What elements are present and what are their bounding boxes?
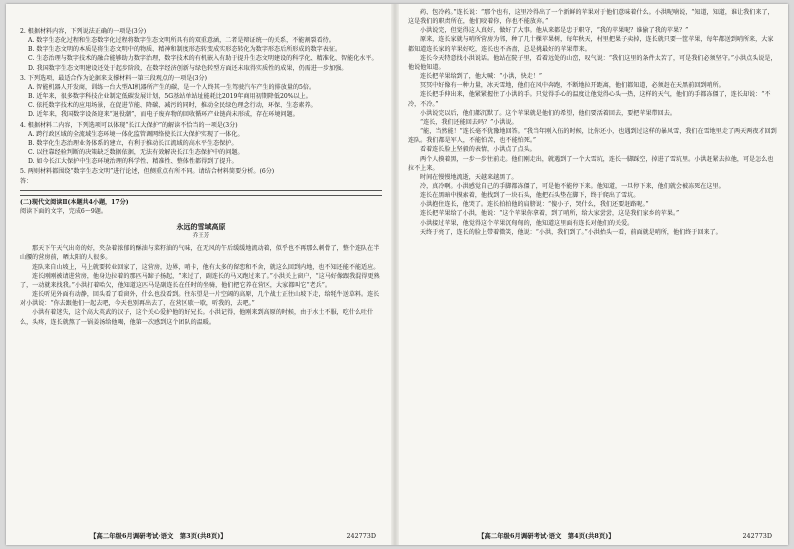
story-paragraph: 连长刚刚被请进营房，他身边拉着的那匹马蹄子扬起，“来过了，副连长的马又跑过来了。”小洪关上窗户，“这马好像跟我混得更熟了，一动就来找我。”小洪打着哈欠，他知道这匹马是副连长在任时的坐骑，他们把它养在营区，大家都叫它“老兵”。 <box>20 272 380 289</box>
page-gutter <box>391 4 399 545</box>
story-paragraph: 药、包冷药。”连长说：“那个也有，这里冷得出了一个新鲜的苹果对于他们意味着什么。小洪呢喃说，“知道，知道，谁让我们来了，这是我们的职责所在，他们咬着你，你也不能放弃。” <box>408 9 774 26</box>
question-option: B. 数字生态文明的本质是将生态文明中的物质、精神和制度形态转变成实形态转化为数字形态后所形成的数字表征。 <box>28 46 342 54</box>
story-paragraph: 小洪接过苹果，他觉得这个苹果沉甸甸的，他知道这里面有连长对他们的关爱。 <box>420 219 634 227</box>
question-option: D. 如今长江大保护中生态环境治理的科学性、精准性、整体性都得到了提升。 <box>28 158 238 166</box>
story-paragraph: “连长，我们还能回去吗？”小洪说。 <box>420 118 518 126</box>
question-stem: 4. 根据材料二内容，下列选项可以体现“长江大保护”的解读不恰当的一项是(3分) <box>20 121 238 129</box>
question-option: A. 智能机器人开发商，训练一台大型AI机器所产生的碳，是一个人终其一生驾驶汽车产生的排放量的5倍。 <box>28 83 316 91</box>
answer-line-2 <box>20 194 382 196</box>
answer-label: 答： <box>20 177 33 185</box>
story-paragraph: 冷，真冷啊。小洪感觉自己的手脚都冻僵了，可是他不能停下来。他知道，一旦停下来，他们就会被冻死在这里。 <box>420 182 725 190</box>
question-stem: 2. 根据材料内容，下列说法正确的一项是(3分) <box>20 28 147 35</box>
story-paragraph: 两个人摸着黑，一步一步往前走。他们刚走出，就遇到了一个大雪坑，连长一脚踩空，掉进了雪坑里。小洪赶紧去拉他，可是怎么也拉不上来。 <box>408 155 774 172</box>
page-4 <box>408 4 778 545</box>
story-paragraph: 连长听见外面有动静，回头看了看窗外，什么也没看到。往东望是一片空阔的高原，几个战士正往山坡下走，给牦牛送草料。连长对小洪说：“你去跟他们一起去吧，今天也别再出去了，在营区歇一歇，听我的，去吧。” <box>20 291 380 308</box>
question-option: B. 近年来，很多数字科技企业制定低碳发展计划，5G基站单站址能耗比2019年商用初期降低20%以上。 <box>28 93 312 101</box>
story-paragraph: 天终于亮了，连长的脸上带着微笑，他说：“小洪，我们到了。”小洪抬头一看，前面就是哨所，他们终于回来了。 <box>420 228 722 236</box>
story-paragraphs-left <box>20 244 382 326</box>
question-option: C. 以往靠经验判断的决策缺乏数据依据，无法有效解决长江生态保护中的问题。 <box>28 149 244 157</box>
story-paragraphs-right <box>408 8 778 237</box>
page-4-footer <box>408 531 778 541</box>
question-option: D. 我国数字生态文明建设还处于起步阶段，在数字经济创新与绿色转型方面还未取得实质性的成果，仍需进一步加强。 <box>28 64 348 72</box>
question-option: C. 依托数字技术的应用场景，在促进节能、降碳、减污的同时，推动全民绿色理念行动，环保、生态素养。 <box>28 102 317 110</box>
question-option: A. 跨行政区域的全流域生态环境一体化监管调网络使长江大保护实现了一体化。 <box>28 130 244 138</box>
section-instruction: 阅读下面的文字，完成6～9题。 <box>20 207 107 215</box>
question-option: D. 近年来，我国数字设备迎来“退役潮”，而电子废弃物的回收循环产业链尚未形成，存在环境问题。 <box>28 111 299 119</box>
story-paragraph: 连长把手伸出来，他紧紧握住了小洪的手。只觉得手心的温度让他觉得心头一热，这样的天气，他们的手都冻僵了，连长却说：“不冷，不冷。” <box>408 91 771 108</box>
question-option: B. 数字化生态治理业务体系的建立，有利于推动长江流域的高水平生态保护。 <box>28 139 238 147</box>
story-paragraph: 小洪抱住连长，他哭了。连长拍拍他的肩膀说：“傻小子，哭什么，我们还要赶路呢。” <box>420 201 649 209</box>
story-paragraph: 冥冥中好像有一种力量，冰天雪地，他们在风中奔跑，不断地拉开距离，他们都知道，必须赶在天黑前回到哨所。 <box>420 82 725 90</box>
story-paragraph: 连长在黑暗中摸索着，他找到了一块石头，他把石头垫在脚下，终于爬出了雪坑。 <box>420 192 640 200</box>
question-stem: 5. 两则材料都围绕“数字生态文明”进行论述，但侧重点有所不同。请结合材料简要分析。(6分) <box>20 168 275 176</box>
story-paragraph: 连长把苹果给了小洪，他说：“这个苹果你拿着，到了哨所，给大家尝尝，这是我们家乡的苹果。” <box>420 210 680 218</box>
answer-line-1 <box>20 189 382 191</box>
story-author: 乔王芳 <box>192 233 210 240</box>
story-paragraph: 小洪说完以后，他们都沉默了。这个苹果就是他们的希望，他们要活着回去，要把苹果带回去。 <box>420 109 676 117</box>
story-paragraph: 连队来自山坡上，马上就要转业回家了，这营房，边界，哨卡，他有太多的留恋和不舍，就这么回到内地，也不知还能不能适应。 <box>32 263 380 271</box>
page-4-content <box>408 8 778 237</box>
story-paragraph: 小洪说完，但觉得这人真好，做好了大事。他从来都是忠于职守，“我的苹果呢？谁偷了我的苹果？” <box>420 27 689 35</box>
story-paragraph: 看着连长脸上坚毅的表情，小洪点了点头。 <box>420 146 536 154</box>
story-paragraph: 连长今天特意找小洪说话。他站在院子里，看着远处的山峦，叹气说：“我们这里的条件太苦了，可是我们必须坚守。”小洪点头说是，他说他知道。 <box>408 54 777 71</box>
story-paragraph: 原来，连长家就与哨所营房为邻，种了几十棵苹果树，每年秋天，村里把果子卖掉，连长就只要一筐苹果，每年都送到哨所来，大家都知道连长家的苹果好吃，连长也不吝啬，总是挑最好的苹果带来。 <box>408 36 774 53</box>
section-heading: (二)现代文阅读Ⅱ(本题共4小题，17分) <box>20 198 129 206</box>
question-option: C. 生态治理与数字技术的融合能够助力数字治理，数字技术的有机嵌入有助于提升生态文明建设的科学化、精准化、智能化水平。 <box>28 55 378 63</box>
story-paragraph: 那天下午天气出奇的好，夹杂着浓郁的酥油与菜籽油的气味，在无风的午后缓缓地流动着，似乎也不再那么刺骨了，整个连队在半山腰的营房前，晒太阳的人很多。 <box>20 245 380 262</box>
story-paragraph: 时间在慢慢地流逝，天越来越黑了。 <box>420 173 518 181</box>
footer-page-label: 【高二年级6月调研考试·语文 第4页(共8页)】 <box>478 532 615 540</box>
question-option: A. 数字生态化过程和生态数字化过程将数字生态文明所具有的双重意涵，二者是辩证统一的关系，不能割裂看待。 <box>28 37 335 45</box>
story-paragraph: “能，当然能！”连长毫不犹豫地回答。“我当年刚入伍的时候，比你还小，也遇到过这样的暴风雪，我们在雪地里走了两天两夜才回到连队。我们都是军人，不能怕苦，也不能怕死。” <box>408 128 777 145</box>
page-3-footer <box>20 531 382 541</box>
page-3 <box>20 4 382 545</box>
page-3-content <box>20 26 382 327</box>
story-paragraph: 小洪有着迷失，这个高大英武的汉子，这个关心爱护他的好兄长。小洪记得，他刚来到高原的时候，由于水土不服，吃什么吐什么，头疼，连长就熬了一锅姜汤给他喝，他第一次感到这个团队的温暖。 <box>20 309 374 326</box>
story-paragraph: 连长把苹果给到了，他大喊：“小洪，快走！” <box>420 73 543 81</box>
footer-code: 242773D <box>346 532 376 540</box>
exam-sheet <box>6 4 788 545</box>
question-stem: 3. 下列选项，最适合作为论据来支撑材料一第三段观点的一项是(3分) <box>20 74 208 82</box>
story-title: 永远的雪域高原 <box>176 221 226 231</box>
footer-page-label: 【高二年级6月调研考试·语文 第3页(共8页)】 <box>90 532 227 540</box>
question-list <box>20 27 382 177</box>
footer-code: 242773D <box>742 532 772 540</box>
